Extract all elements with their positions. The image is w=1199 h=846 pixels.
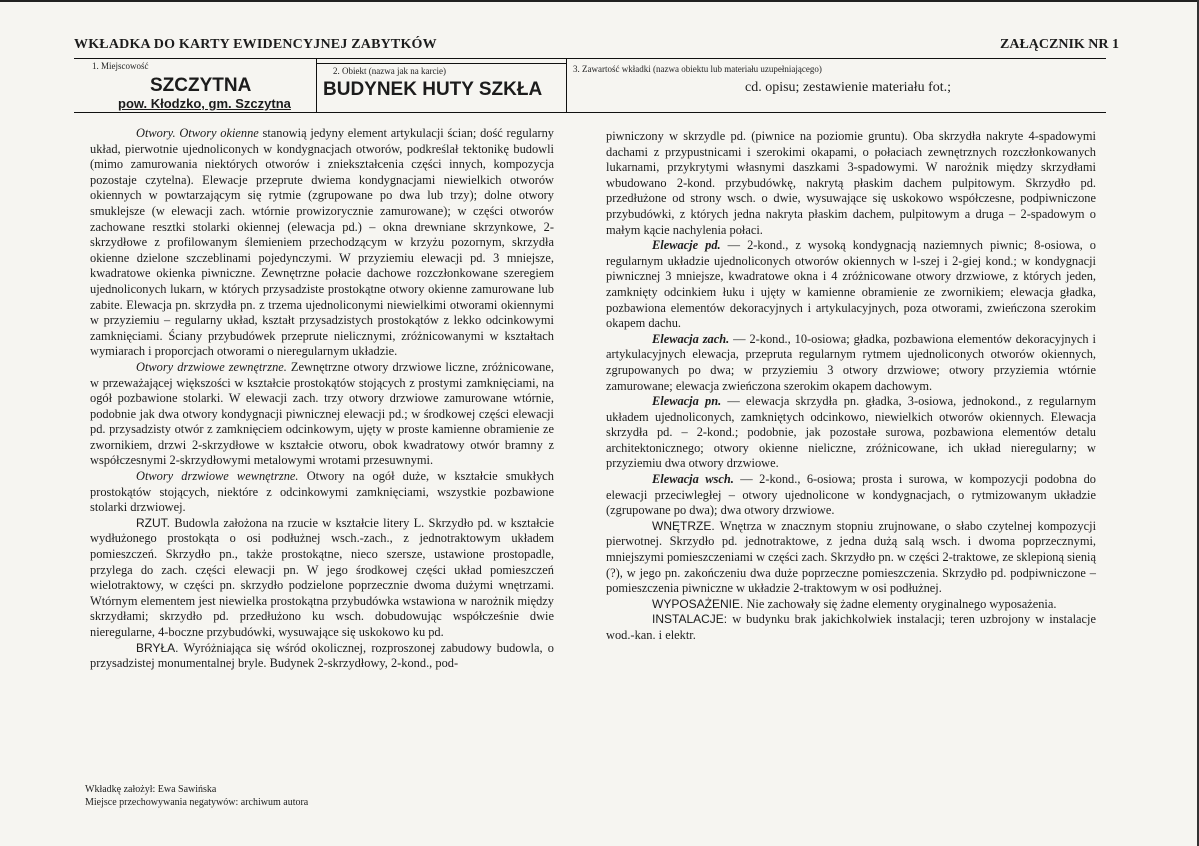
- lead-ext-doors: Otwory drzwiowe zewnętrzne.: [136, 359, 287, 374]
- text-west-elev: — 2-kond., 10-osiowa; gładka, pozbawiona elementów dekoracyjnych i artykulacyjnych elewacja, przepruta regularnym rytmem ujednoliconych otworów okiennych, zgrupowanych po dwa; w przyziemiu 3 otwory drzwiowe; otwory przyziemia wtórnie zamurowane; elewacja zwieńczona szerokim okapem dachowym.: [606, 331, 1096, 393]
- text-mass-cont: piwniczony w skrzydle pd. (piwnice na poziomie gruntu). Oba skrzydła nakryte 4-spadowymi dachami z przypustnicami i szerokimi okapami, o połaciach zewnętrznych rozczłonkowanych lukarnami, przykrytymi własnymi daszkami 3-spadowymi. W narożnik między skrzydłami wbudowano 2-kond. przybudówkę, nakrytą płaskim dachem pulpitowym. Skrzydło pd. przedłużone od strony wsch. o dwie, wysuwające się uskokowo współczesne, podpiwniczone przybudówki, z których jedna nakryta płaskim dachem, pulpitowym a druga – 2-spadowym o małym kącie nachylenia połaci.: [606, 129, 1096, 237]
- paragraph-interior: [606, 519, 1096, 597]
- object-label: 2. Obiekt (nazwa jak na karcie): [333, 66, 446, 76]
- text-mass: Wyróżniająca się wśród okolicznej, rozproszonej zabudowy budowla, o przysadzistej monumentalnej bryle. Budynek 2-skrzydłowy, 2-kond., pod-: [90, 640, 555, 671]
- text-plan: Budowla założona na rzucie w kształcie litery L. Skrzydło pd. w kształcie wydłużonego prostokąta o osi podłużnej wsch.-zach., z jednotraktowym układem pomieszczeń. Skrzydło pn., także prostokątne, nieco szersze, ustawione prostopadle, przylega do zach. części elewacji pn. W jego środkowej części układ pomieszczeń wielotraktowy, w części pn. skrzydło podzielone poprzecznie dwoma dużymi wnętrzami. Wtórnym elementem jest niewielka prostokątna przybudówka wstawiona w narożnik między skrzydłami; skrzydło pd. przedłużono ku wsch. dobudowując współcześnie dwie nieregularne, 4-boczne przybudówki, wysuwające się uskokowo ku pd.: [90, 515, 554, 639]
- text-east-elev: — 2-kond., 6-osiowa; prosta i surowa, w kompozycji podobna do elewacji przeciwległej – otwory ujednolicone w kondygnacjach, o rytmizowanym układzie (zgrupowane po dwa); dwa otwory drzwiowe.: [606, 472, 1096, 518]
- footer-storage: Miejsce przechowywania negatywów: archiwum autora: [85, 797, 309, 808]
- lead-mass: BRYŁA.: [136, 640, 179, 655]
- paragraph-windows: [90, 126, 554, 360]
- text-south-elev: — 2-kond., z wysoką kondygnacją naziemnych piwnic; 8-osiowa, o regularnym układzie ujednoliconych otworów okiennych w l-szej i 2-giej kond.; w kondygnacji piwnicznej 3 mniejsze, kwadratowe okna i 4 zróżnicowane otwory drzwiowe, z których jeden, zamknięty odcinkiem łuku i ujęty w kamienne obramienie ze zwornikiem; elewacja gładka, pozbawiona elementów dekoracyjnych i artykulacyjnych, poza otworami, zwieńczona szerokim okapem dachu.: [606, 238, 1096, 331]
- text-furnishing: Nie zachowały się żadne elementy oryginalnego wyposażenia.: [746, 596, 1057, 611]
- paragraph-north-elev: [606, 394, 1096, 472]
- paragraph-installations: [606, 612, 1096, 643]
- paragraph-east-elev: [606, 472, 1096, 519]
- field-divider-1: [316, 58, 317, 112]
- right-column: [606, 129, 1096, 644]
- lead-openings: Otwory.: [136, 126, 176, 140]
- lead-north-elev: Elewacja pn.: [652, 394, 722, 409]
- place-value: SZCZYTNA: [150, 75, 252, 96]
- object-field-rule: [316, 63, 566, 64]
- field-divider-2: [566, 58, 567, 112]
- text-interior: Wnętrza w znacznym stopniu zrujnowane, o słabo czytelnej kompozycji pierwotnej. Skrzydło pd. jednotraktowe, z jedna dużą salą wsch. i dwoma poprzecznymi, mniejszymi pomieszczeniami w części zach. Skrzydło pn. w części 2-traktowe, ze sklepioną sienią (?), w jego pn. zakończeniu dwa duże poprzeczne pomieszczenia. Skrzydło pd. podpiwniczone – pomieszczenia piwniczne w układzie 2-traktowym w osi podłużnej.: [606, 518, 1097, 596]
- footer-author: Wkładkę założył: Ewa Sawińska: [85, 784, 217, 795]
- paragraph-plan: [90, 516, 554, 641]
- paragraph-south-elev: [606, 238, 1096, 332]
- text-ext-doors: Zewnętrzne otwory drzwiowe liczne, zróżnicowane, w przeważającej większości w kształcie prostokątów stojących z prostymi zamknięciami, na ogół pozbawione stolarki. W elewacji zach. trzy otwory drzwiowe zamurowane wtórnie, podobnie jak dwa otwory kondygnacji piwnicznej elewacji pd.; w środkowej części elewacji pd. przysadzisty otwór z zamknięciem odcinkowym, ujęty w proste kamienne obramienie ze zwornikiem, drzwi 2-skrzydłowe w kształcie otworu, obok kwadratowy otwór bramny z współczesnymi 2-skrzydłowymi metalowymi wrotami przesuwnymi.: [90, 359, 554, 468]
- paragraph-furnishing: [606, 597, 1096, 613]
- lead-furnishing: WYPOSAŻENIE.: [652, 596, 744, 611]
- paragraph-west-elev: [606, 332, 1096, 394]
- text-windows: stanowią jedyny element artykulacji ścian; dość regularny układ, pierwotnie ujednoliconych w kondygnacjach otworów, podkreślał tektonikę budowli (mimo zamurowania niektórych otworów i zniekształcenia części innych, kompozycja pozostaje czytelna). Elewacje przeprute dwiema kondygnacjami niewielkich otworów okiennych w powtarzającym się rytmie (zgrupowane po dwa lub trzy); dolne otwory smuklejsze (w elewacji zach. wtórnie prowizorycznie zamurowane); w części otworów zachowane resztki stolarki okiennej (elewacja pd.) – okna drewniane skrzynkowe, 2-skrzydłowe z profilowanym ślemieniem przechodzącym w krzyżu pozornym, skrzydła okienne dzielone szczeblinami pojedynczymi. W przyziemiu elewacji pd. 3 mniejsze, kwadratowe okienka piwniczne. Zewnętrzne połacie dachowe rozczłonkowane szeregiem ujednoliconych lukarn, w których przysadziste prostokątne otwory okienne zamurowane lub zabite. Elewacja pn. skrzydła pn. z trzema ujednoliconymi niewielkimi otworami okiennymi w przyziemiu – regularny układ, kształt przysadzistych prostokątów z lekko odcinkowymi zamknięciami. Ściany przybudówek przeprute nielicznymi, zróżnicowanymi w kształtach wymiarach i proporcjach otworami o nieregularnym układzie.: [90, 126, 555, 359]
- text-north-elev: — elewacja skrzydła pn. gładka, 3-osiowa, jednokond., z regularnym układem ujednoliconych, zamkniętych odcinkowo, niewielkich otworów okiennych. Elewacja skrzydła pd. – 2-kond.; podobnie, jak pozostałe surowa, pozbawiona elementów detalu architektonicznego; otwory okienne nieliczne, zróżnicowane, ich układ nieregularny; w przyziemiu dwa otwory drzwiowe.: [606, 394, 1097, 471]
- place-sub: pow. Kłodzko, gm. Szczytna: [118, 96, 291, 111]
- lead-west-elev: Elewacja zach.: [652, 331, 730, 346]
- paragraph-ext-doors: [90, 360, 554, 469]
- text-int-doors: Otwory na ogół duże, w kształcie smukłych prostokątów stojących, niektóre z odcinkowymi zamknięciami, wszystkie pozbawione stolarki drzwiowej.: [90, 469, 554, 515]
- header-bottom-rule: [74, 112, 1106, 113]
- left-column: [90, 126, 554, 672]
- content-value: cd. opisu; zestawienie materiału fot.;: [745, 80, 952, 95]
- lead-south-elev: Elewacje pd.: [652, 238, 721, 253]
- paragraph-mass: [90, 641, 554, 672]
- header-top-rule: [74, 58, 1106, 59]
- paragraph-mass-cont: [606, 129, 1096, 238]
- text-installations: w budynku brak jakichkolwiek instalacji; teren uzbrojony w instalacje wod.-kan. i elektr.: [606, 612, 1096, 642]
- form-title: WKŁADKA DO KARTY EWIDENCYJNEJ ZABYTKÓW: [74, 37, 437, 52]
- object-value: BUDYNEK HUTY SZKŁA: [323, 79, 543, 100]
- annex-number: ZAŁĄCZNIK NR 1: [1000, 37, 1120, 52]
- sub-windows: Otwory okienne: [179, 126, 259, 140]
- lead-east-elev: Elewacja wsch.: [652, 472, 734, 487]
- page-top-edge: [0, 0, 1199, 2]
- content-label: 3. Zawartość wkładki (nazwa obiektu lub materiału uzupełniającego): [573, 64, 822, 74]
- lead-plan: RZUT.: [136, 515, 170, 530]
- place-label: 1. Miejscowość: [92, 61, 149, 71]
- paragraph-int-doors: [90, 469, 554, 516]
- lead-installations: INSTALACJE:: [652, 612, 728, 627]
- lead-interior: WNĘTRZE.: [652, 518, 715, 533]
- lead-int-doors: Otwory drzwiowe wewnętrzne.: [136, 469, 299, 484]
